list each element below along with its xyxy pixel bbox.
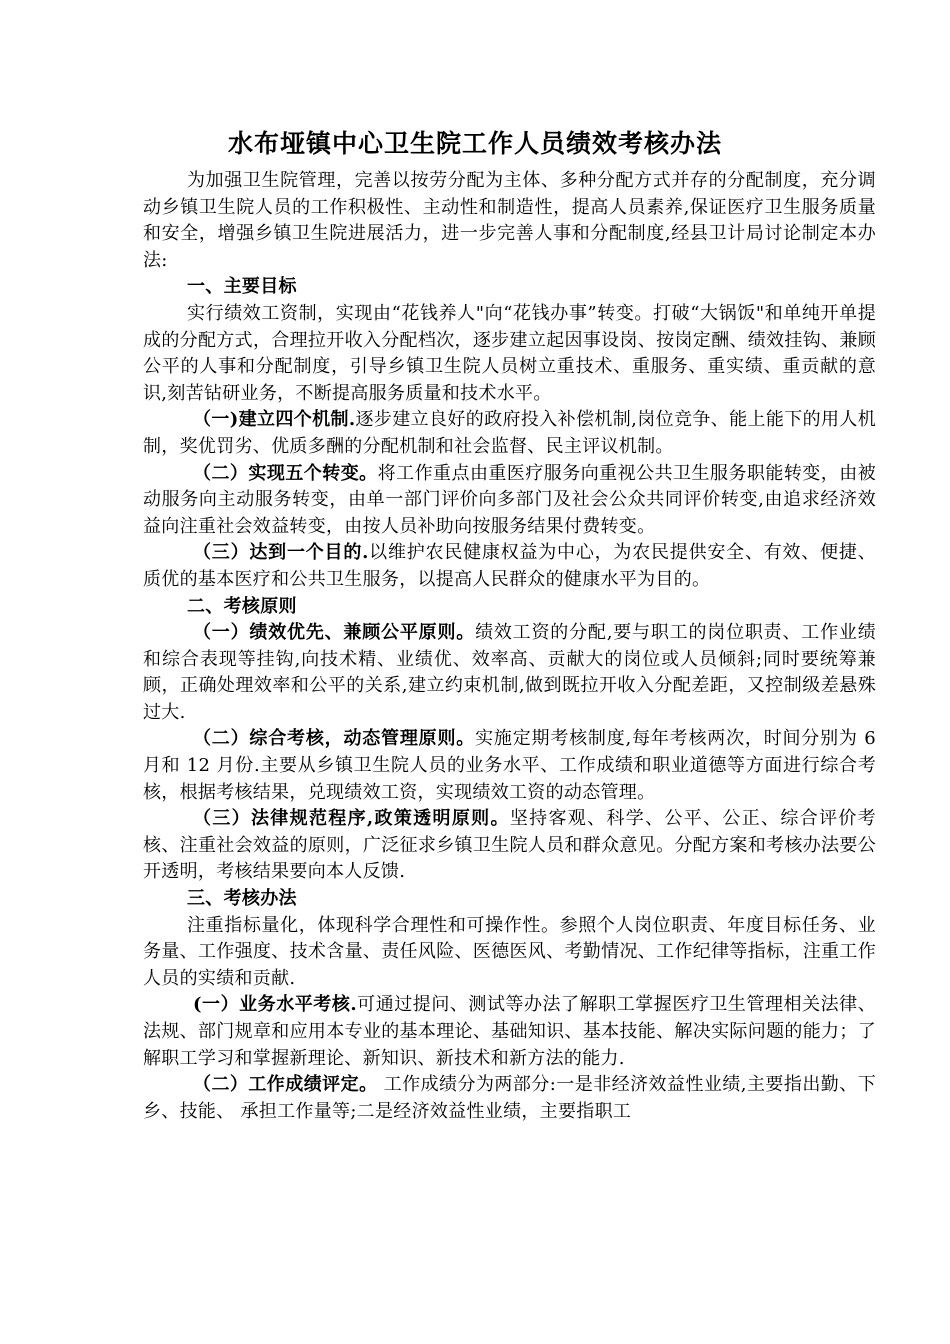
section-3-item-2 bbox=[143, 1072, 876, 1125]
section-1-item-2-text: 将工作重点由重医疗服务向重视公共卫生服务职能转变，由被动服务向主动服务转变，由单一部门评价向多部门及社会公众共同评价转变,由追求经济效益向注重社会效益转变，由按人员补助向按服务结果付费转变。 bbox=[143, 462, 876, 537]
section-3-item-2-text: 工作成绩分为两部分:一是非经济效益性业绩,主要指出勤、下乡、技能、 承担工作量等;二是经济效益性业绩，主要指职工 bbox=[143, 1074, 876, 1122]
section-2-item-2-text: 实施定期考核制度,每年考核两次，时间分别为 6 月和 12 月份.主要从乡镇卫生院人员的业务水平、工作成绩和职业道德等方面进行综合考核，根据考核结果，兑现绩效工资，实现绩效工资的动态管理。 bbox=[143, 728, 877, 803]
section-2-item-1-text: 绩效工资的分配,要与职工的岗位职责、工作业绩和综合表现等挂钩,向技术精、业绩优、效率高、贡献大的岗位或人员倾斜;同时要统筹兼顾，正确处理效率和公平的关系,建立约束机制,做到既拉开收入分配差距，又控制级差悬殊过大. bbox=[143, 622, 876, 723]
section-1-item-3 bbox=[143, 540, 876, 593]
section-1-item-1-text: 逐步建立良好的政府投入补偿机制,岗位竞争、能上能下的用人机制，奖优罚劣、优质多酬的分配机制和社会监督、民主评议机制。 bbox=[143, 409, 876, 457]
section-1-item-1-lead: （一)建立四个机制. bbox=[193, 409, 356, 431]
section-3-item-2-lead: （二）工作成绩评定。 bbox=[193, 1074, 378, 1096]
document-title: 水布垭镇中心卫生院工作人员绩效考核办法 bbox=[227, 129, 722, 158]
section-3-paragraph: 注重指标量化，体现科学合理性和可操作性。参照个人岗位职责、年度目标任务、业务量、工作强度、技术含量、责任风险、医德医风、考勤情况、工作纪律等指标，注重工作人员的实绩和贡献. bbox=[143, 914, 876, 989]
section-1-heading: 一、主要目标 bbox=[187, 276, 297, 298]
section-2-item-2 bbox=[143, 726, 876, 806]
section-1-item-3-text: 以维护农民健康权益为中心，为农民提供安全、有效、便捷、质优的基本医疗和公共卫生服务，以提高人民群众的健康水平为目的。 bbox=[143, 542, 876, 590]
section-2-item-3-lead: （三）法律规范程序,政策透明原则。 bbox=[193, 808, 510, 830]
document-body bbox=[143, 168, 876, 1125]
section-2-heading: 二、考核原则 bbox=[187, 595, 297, 617]
section-3-item-1 bbox=[143, 992, 876, 1072]
section-2-item-2-lead: （二）综合考核，动态管理原则。 bbox=[193, 728, 476, 750]
section-3-heading: 三、考核办法 bbox=[187, 888, 297, 910]
section-2-item-1-lead: （一）绩效优先、兼顾公平原则。 bbox=[193, 622, 476, 644]
intro-paragraph: 为加强卫生院管理，完善以按劳分配为主体、多种分配方式并存的分配制度，充分调动乡镇卫生院人员的工作积极性、主动性和制造性，提高人员素养,保证医疗卫生服务质量和安全，增强乡镇卫生院进展活力，进一步完善人事和分配制度,经县卫计局讨论制定本办法: bbox=[143, 170, 876, 271]
section-2-item-3 bbox=[143, 806, 876, 886]
section-1-item-2 bbox=[143, 461, 876, 541]
section-1-item-1 bbox=[143, 407, 876, 460]
section-1-item-2-lead: （二）实现五个转变。 bbox=[193, 462, 378, 484]
section-3-item-1-lead: (一）业务水平考核. bbox=[193, 994, 357, 1016]
section-3-item-1-text: 可通过提问、测试等办法了解职工掌握医疗卫生管理相关法律、法规、部门规章和应用本专业的基本理论、基础知识、基本技能、解决实际问题的能力；了解职工学习和掌握新理论、新知识、新技术和新方法的能力. bbox=[143, 994, 876, 1069]
section-1-paragraph: 实行绩效工资制，实现由“花钱养人"向“花钱办事”转变。打破“大锅饭"和单纯开单提成的分配方式，合理拉开收入分配档次，逐步建立起因事设岗、按岗定酬、绩效挂钩、兼顾公平的人事和分配制度，引导乡镇卫生院人员树立重技术、重服务、重实绩、重贡献的意识,刻苦钻研业务，不断提高服务质量和技术水平。 bbox=[143, 302, 876, 404]
section-2-item-1 bbox=[143, 620, 876, 726]
section-1-item-3-lead: （三）达到一个目的. bbox=[193, 542, 369, 564]
section-2-item-3-text: 坚持客观、科学、公平、公正、综合评价考核、注重社会效益的原则，广泛征求乡镇卫生院人员和群众意见。分配方案和考核办法要公开透明，考核结果要向本人反馈. bbox=[143, 808, 876, 883]
